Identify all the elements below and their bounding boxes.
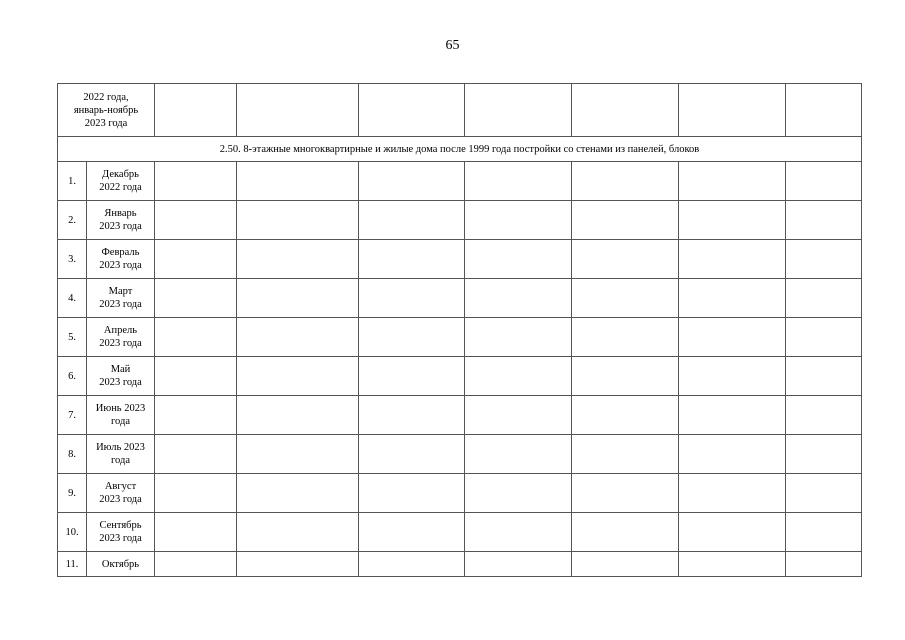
empty-cell [237, 513, 359, 552]
empty-cell [237, 240, 359, 279]
period-line: 2023 года [99, 299, 142, 310]
empty-cell [786, 84, 862, 137]
table-row [58, 240, 862, 279]
period-cell [87, 279, 155, 318]
empty-cell [679, 396, 786, 435]
table-row [58, 162, 862, 201]
empty-cell [359, 240, 465, 279]
section-title: 2.50. 8-этажные многоквартирные и жилые дома после 1999 года постройки со стенами из панелей, блоков [58, 137, 862, 162]
empty-cell [465, 474, 572, 513]
empty-cell [465, 162, 572, 201]
period-line: Апрель [103, 325, 138, 336]
empty-cell [786, 513, 862, 552]
empty-cell [465, 240, 572, 279]
row-number: 1. [58, 162, 87, 201]
empty-cell [359, 396, 465, 435]
empty-cell [679, 474, 786, 513]
empty-cell [572, 279, 679, 318]
period-cell [87, 474, 155, 513]
empty-cell [679, 201, 786, 240]
empty-cell [359, 474, 465, 513]
row-number: 7. [58, 396, 87, 435]
period-cell [87, 552, 155, 577]
empty-cell [679, 357, 786, 396]
period-line: 2022 года, [83, 91, 129, 103]
period-cell [87, 396, 155, 435]
empty-cell [572, 318, 679, 357]
empty-cell [237, 435, 359, 474]
empty-cell [679, 279, 786, 318]
empty-cell [572, 396, 679, 435]
period-line: 2023 года [99, 533, 142, 544]
empty-cell [786, 279, 862, 318]
empty-cell [155, 396, 237, 435]
empty-cell [679, 318, 786, 357]
empty-cell [359, 357, 465, 396]
empty-cell [465, 318, 572, 357]
empty-cell [465, 84, 572, 137]
period-line: 2023 года [99, 377, 142, 388]
period-line: года [111, 455, 130, 466]
empty-cell [359, 318, 465, 357]
empty-cell [155, 162, 237, 201]
row-number: 5. [58, 318, 87, 357]
table-row [58, 357, 862, 396]
table-row [58, 201, 862, 240]
empty-cell [155, 279, 237, 318]
empty-cell [237, 552, 359, 577]
table-row [58, 318, 862, 357]
period-line: январь-ноябрь [73, 104, 139, 116]
empty-cell [786, 240, 862, 279]
period-line: 2023 года [84, 117, 128, 129]
row-number: 9. [58, 474, 87, 513]
period-line: 2023 года [99, 221, 142, 232]
period-cell [87, 201, 155, 240]
empty-cell [155, 474, 237, 513]
empty-cell [237, 396, 359, 435]
empty-cell [786, 396, 862, 435]
table-row [58, 474, 862, 513]
empty-cell [572, 552, 679, 577]
empty-cell [359, 84, 465, 137]
period-cell [87, 357, 155, 396]
period-cell [87, 162, 155, 201]
period-line: 2023 года [99, 260, 142, 271]
empty-cell [679, 513, 786, 552]
empty-cell [155, 84, 237, 137]
period-line: Май [110, 364, 131, 375]
period-line: Июнь 2023 [95, 403, 146, 414]
period-line: Октябрь [101, 558, 140, 570]
table-row [58, 84, 862, 137]
page-number: 65 [445, 38, 460, 53]
row-number: 6. [58, 357, 87, 396]
empty-cell [155, 201, 237, 240]
period-cell [87, 318, 155, 357]
empty-cell [572, 474, 679, 513]
table-row [58, 396, 862, 435]
period-line: Июль 2023 [96, 442, 145, 453]
empty-cell [679, 84, 786, 137]
empty-cell [465, 552, 572, 577]
table-row [58, 435, 862, 474]
period-cell [58, 84, 155, 137]
empty-cell [465, 201, 572, 240]
empty-cell [155, 357, 237, 396]
empty-cell [572, 357, 679, 396]
empty-cell [572, 240, 679, 279]
empty-cell [786, 162, 862, 201]
row-number: 3. [58, 240, 87, 279]
period-cell [87, 240, 155, 279]
empty-cell [465, 279, 572, 318]
empty-cell [359, 435, 465, 474]
table-row [58, 513, 862, 552]
empty-cell [237, 201, 359, 240]
empty-cell [786, 357, 862, 396]
empty-cell [237, 84, 359, 137]
empty-cell [237, 318, 359, 357]
empty-cell [465, 396, 572, 435]
empty-cell [679, 435, 786, 474]
empty-cell [359, 552, 465, 577]
empty-cell [572, 84, 679, 137]
period-line: Март [108, 286, 133, 297]
empty-cell [786, 435, 862, 474]
empty-cell [786, 552, 862, 577]
empty-cell [155, 318, 237, 357]
empty-cell [155, 552, 237, 577]
section-row [58, 137, 862, 162]
empty-cell [155, 435, 237, 474]
empty-cell [679, 552, 786, 577]
empty-cell [237, 357, 359, 396]
period-line: Сентябрь [99, 520, 142, 531]
empty-cell [572, 201, 679, 240]
row-number: 11. [58, 552, 87, 577]
empty-cell [155, 513, 237, 552]
empty-cell [679, 162, 786, 201]
period-line: Февраль [101, 247, 140, 258]
empty-cell [786, 318, 862, 357]
period-cell [87, 513, 155, 552]
empty-cell [237, 474, 359, 513]
period-line: 2023 года [99, 338, 142, 349]
empty-cell [679, 240, 786, 279]
empty-cell [359, 279, 465, 318]
empty-cell [572, 435, 679, 474]
period-line: 2022 года [99, 182, 142, 193]
empty-cell [786, 474, 862, 513]
table-row [58, 552, 862, 577]
row-number: 2. [58, 201, 87, 240]
empty-cell [359, 162, 465, 201]
empty-cell [237, 279, 359, 318]
empty-cell [359, 201, 465, 240]
period-line: Август [104, 481, 137, 492]
empty-cell [572, 513, 679, 552]
period-line: Декабрь [102, 169, 139, 180]
row-number: 4. [58, 279, 87, 318]
row-number: 8. [58, 435, 87, 474]
period-cell [87, 435, 155, 474]
empty-cell [465, 435, 572, 474]
empty-cell [359, 513, 465, 552]
data-table [57, 83, 862, 577]
row-number: 10. [58, 513, 87, 552]
period-line: 2023 года [99, 494, 142, 505]
empty-cell [465, 357, 572, 396]
period-line: года [111, 416, 130, 427]
empty-cell [237, 162, 359, 201]
period-line: Январь [104, 208, 137, 219]
empty-cell [155, 240, 237, 279]
table-row [58, 279, 862, 318]
empty-cell [786, 201, 862, 240]
empty-cell [572, 162, 679, 201]
empty-cell [465, 513, 572, 552]
